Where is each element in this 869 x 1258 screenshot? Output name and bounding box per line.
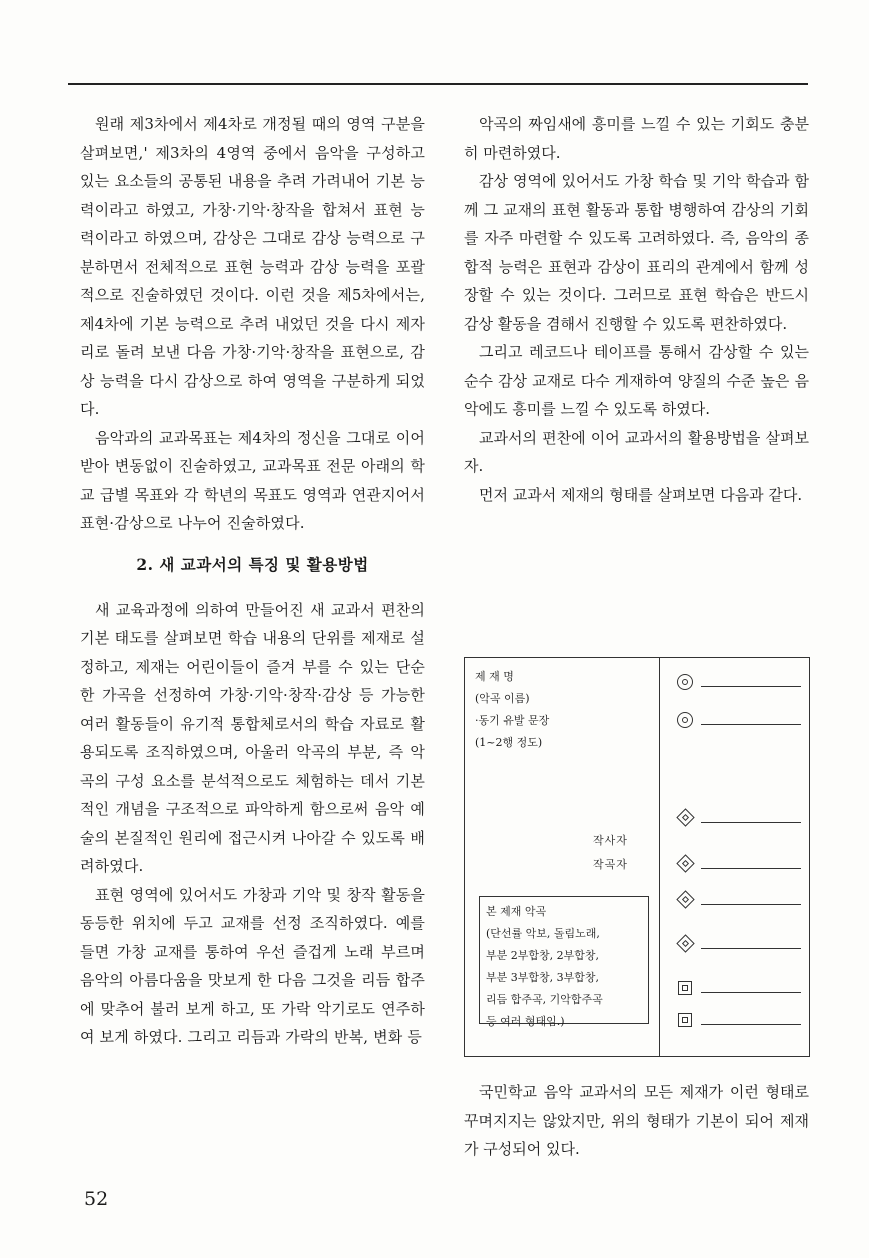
diagram-line: ·동기 유발 문장 <box>475 714 550 727</box>
paragraph: 원래 제3차에서 제4차로 개정될 때의 영역 구분을 살펴보면,' 제3차의 4영역 중에서 음악을 구성하고 있는 요소들의 공통된 내용을 추려 가려내어 기본 능력이라고 하였고, 가창·기악·창작을 합쳐서 표현 능력이라고 하였으며, 감상은 그대로 감상 능력으로 구분하면서 전체적으로 표현 능력과 감상 능력을 포괄적으로 진술하였던 것이다. 이런 것을 제5차에서는, 제4차에 기본 능력으로 추려 내었던 것을 다시 제자리로 돌려 보낸 다음 가창·기악·창작을 표현으로, 감상 능력을 다시 감상으로 하여 영역을 구분하게 되었다. <box>80 115 425 418</box>
diagram-line: (악곡 이름) <box>475 692 530 705</box>
diagram-line: 리듬 합주곡, 기악합주곡 <box>486 993 603 1006</box>
paragraph: 새 교육과정에 의하여 만들어진 새 교과서 편찬의 기본 태도를 살펴보면 학습 내용의 단위를 제재로 설정하고, 제재는 어린이들이 즐겨 부를 수 있는 단순한 가곡을 선정하여 가창·기악·창작·감상 등 가능한 여러 활동들이 유기적 통합체로서의 학습 자료로 활용되도록 조직하였으며, 아울러 악곡의 부분, 즉 악곡의 구성 요소를 분석적으로도 체험하는 데서 기본적인 개념을 구조적으로 파악하게 함으로써 음악 예술의 본질적인 원리에 접근시켜 나아갈 수 있도록 배려하였다. <box>80 600 425 875</box>
activity-slot <box>677 978 801 1000</box>
blank-line <box>701 948 801 949</box>
paragraph: 그리고 레코드나 테이프를 통해서 감상할 수 있는 순수 감상 교재로 다수 게재하여 양질의 수준 높은 음악에도 흥미를 느낄 수 있도록 하였다. <box>464 343 809 418</box>
diagram-line: (단선률 악보, 돌림노래, <box>486 927 600 940</box>
paragraph: 악곡의 짜임새에 흥미를 느낄 수 있는 기회도 충분히 마련하였다. <box>464 115 809 162</box>
lyricist-label: 작사자 <box>593 834 628 847</box>
paragraph: 교과서의 편찬에 이어 교과서의 활용방법을 살펴보자. <box>464 428 809 475</box>
diagram-divider <box>659 658 660 1056</box>
main-piece-box <box>479 896 649 1028</box>
square-icon <box>678 981 692 995</box>
double-circle-icon <box>677 712 693 728</box>
closing-text <box>464 1078 809 1164</box>
left-column <box>80 110 425 1052</box>
blank-line <box>701 868 801 869</box>
blank-line <box>701 724 801 725</box>
lesson-title-block <box>475 666 655 754</box>
lesson-format-diagram <box>464 657 810 1057</box>
diamond-icon <box>676 808 694 826</box>
diagram-line: 부분 2부합창, 2부합창, <box>486 949 599 962</box>
diagram-line: 부분 3부합창, 3부합창, <box>486 971 599 984</box>
activity-slot <box>677 808 801 830</box>
section-heading: 2. 새 교과서의 특징 및 활용방법 <box>136 554 369 574</box>
activity-slot <box>677 854 801 876</box>
double-circle-icon <box>677 674 693 690</box>
blank-line <box>701 822 801 823</box>
blank-line <box>701 904 801 905</box>
paragraph: 감상 영역에 있어서도 가창 학습 및 기악 학습과 함께 그 교재의 표현 활동과 통합 병행하여 감상의 기회를 자주 마련할 수 있도록 고려하였다. 즉, 음악의 종합적 능력은 표현과 감상이 표리의 관계에서 함께 성장할 수 있는 것이다. 그러므로 표현 학습은 반드시 감상 활동을 겸해서 진행할 수 있도록 편찬하였다. <box>464 172 809 333</box>
blank-line <box>701 686 801 687</box>
diamond-icon <box>676 934 694 952</box>
diagram-line: (1~2행 정도) <box>475 736 543 749</box>
diagram-line: 본 제재 악곡 <box>486 905 547 918</box>
diamond-icon <box>676 890 694 908</box>
activity-slot <box>677 1010 801 1032</box>
blank-line <box>701 1024 801 1025</box>
diagram-line: 등 여러 형태임.) <box>486 1015 565 1028</box>
paragraph: 음악과의 교과목표는 제4차의 정신을 그대로 이어 받아 변동없이 진술하였고, 교과목표 전문 아래의 학교 급별 목표와 각 학년의 목표도 영역과 연관지어서 표현·감상으로 나누어 진술하였다. <box>80 428 425 532</box>
paragraph: 표현 영역에 있어서도 가창과 기악 및 창작 활동을 동등한 위치에 두고 교재를 선정 조직하였다. 예를 들면 가창 교재를 통하여 우선 즐겁게 노래 부르며 음악의 아름다움을 맛보게 한 다음 그것을 리듬 합주에 맞추어 불러 보게 하고, 또 가락 악기로도 연주하여 보게 하였다. 그리고 리듬과 가락의 반복, 변화 등 <box>80 885 425 1046</box>
diamond-icon <box>676 854 694 872</box>
activity-slot <box>677 890 801 912</box>
diagram-line: 제 재 명 <box>475 670 514 683</box>
activity-slot <box>677 672 801 694</box>
paragraph: 먼저 교과서 제재의 형태를 살펴보면 다음과 같다. <box>479 485 803 504</box>
square-icon <box>678 1013 692 1027</box>
activity-slot <box>677 934 801 956</box>
composer-label: 작곡자 <box>593 858 628 871</box>
blank-line <box>701 992 801 993</box>
activity-slot <box>677 710 801 732</box>
page-number: 52 <box>84 1188 109 1210</box>
top-rule <box>68 83 808 85</box>
paragraph: 국민학교 음악 교과서의 모든 제재가 이런 형태로 꾸며지지는 않았지만, 위의 형태가 기본이 되어 제재가 구성되어 있다. <box>464 1083 809 1158</box>
right-column <box>464 110 809 509</box>
